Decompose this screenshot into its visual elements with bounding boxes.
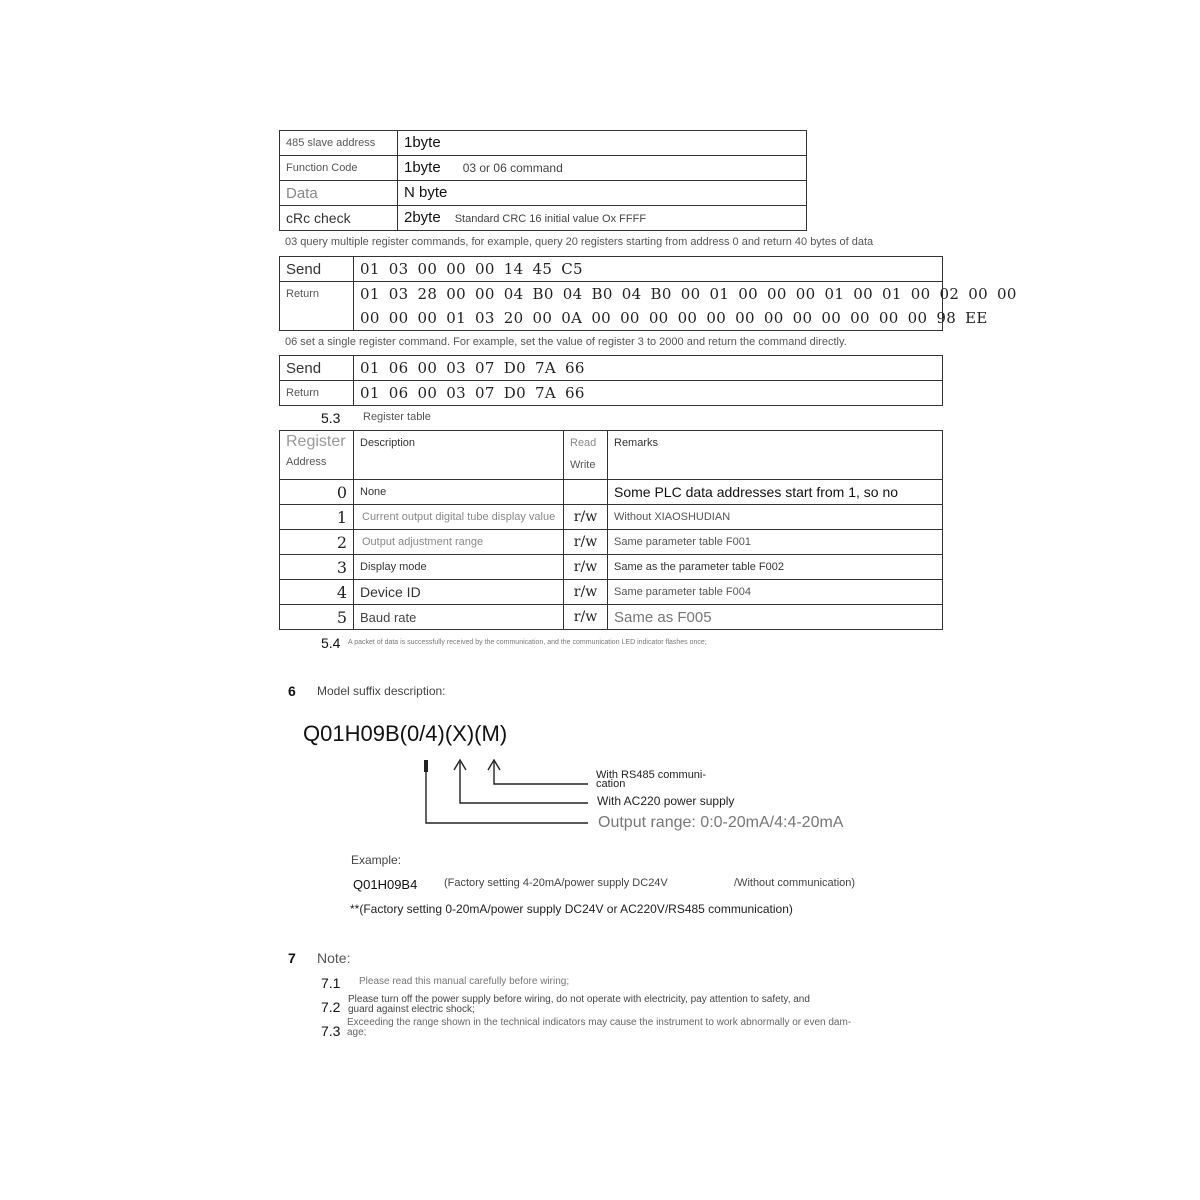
section-number: 6 bbox=[288, 683, 296, 699]
section-number: 5.4 bbox=[321, 635, 341, 651]
comm-arrow-line bbox=[494, 762, 588, 784]
register-description: Baud rate bbox=[354, 605, 564, 630]
register-address: 1 bbox=[280, 505, 354, 530]
header-rw-line1: Read bbox=[570, 437, 597, 449]
register-rw: r/w bbox=[564, 605, 608, 630]
send-value: 01 03 00 00 00 14 45 C5 bbox=[354, 257, 943, 282]
register-remarks: Same parameter table F001 bbox=[608, 530, 943, 555]
register-remarks: Same as the parameter table F002 bbox=[608, 555, 943, 580]
example-note: **(Factory setting 0-20mA/power supply DC24V or AC220V/RS485 communication) bbox=[350, 902, 793, 916]
note-text-line1: Please turn off the power supply before wiring, do not operate with electricity, pay attention to safety, and bbox=[348, 994, 810, 1005]
field-note: 03 or 06 command bbox=[462, 161, 563, 175]
arrow-tick-icon bbox=[424, 760, 428, 772]
comm-label-line2: cation bbox=[596, 778, 626, 790]
send-value: 01 06 00 03 07 D0 7A 66 bbox=[354, 356, 943, 381]
model-code: Q01H09B(0/4)(X)(M) bbox=[303, 721, 508, 746]
header-address-line2: Address bbox=[286, 456, 327, 468]
register-remarks: Without XIAOSHUDIAN bbox=[608, 505, 943, 530]
section-number: 5.3 bbox=[321, 410, 341, 426]
register-description: Current output digital tube display value bbox=[354, 505, 564, 530]
range-label: Output range: 0:0-20mA/4:4-20mA bbox=[598, 814, 844, 831]
field-note: Standard CRC 16 initial value Ox FFFF bbox=[454, 213, 647, 225]
query-caption: 03 query multiple register commands, for example, query 20 registers starting from address 0 and return 40 bytes of data bbox=[285, 236, 874, 248]
comm-label bbox=[596, 771, 706, 789]
field-size: 1byte bbox=[404, 159, 441, 176]
field-name: Data bbox=[280, 181, 398, 206]
section-title: Register table bbox=[363, 411, 431, 423]
range-arrow-line bbox=[426, 762, 588, 823]
power-label: With AC220 power supply bbox=[597, 794, 735, 808]
return-line-2: 00 00 00 01 03 20 00 0A 00 00 00 00 00 00 00 00 00 00 00 00 98 EE bbox=[360, 309, 988, 327]
section-number: 7 bbox=[288, 950, 296, 966]
field-size: N byte bbox=[404, 184, 448, 201]
register-address: 0 bbox=[280, 480, 354, 505]
register-description: Display mode bbox=[354, 555, 564, 580]
register-address: 3 bbox=[280, 555, 354, 580]
note-text: Please read this manual carefully before wiring; bbox=[359, 976, 570, 987]
send-label: Send bbox=[280, 257, 354, 282]
return-label: Return bbox=[280, 282, 354, 331]
field-name: cRc check bbox=[280, 206, 398, 231]
example-description: (Factory setting 4-20mA/power supply DC24V bbox=[444, 877, 668, 889]
note-number: 7.3 bbox=[321, 1023, 341, 1039]
register-description: Device ID bbox=[354, 580, 564, 605]
register-remarks: Same as F005 bbox=[608, 605, 943, 630]
register-address: 5 bbox=[280, 605, 354, 630]
header-address-line1: Register bbox=[286, 433, 346, 450]
note-number: 7.1 bbox=[321, 975, 341, 991]
section-title: Model suffix description: bbox=[317, 684, 446, 698]
register-remarks: Some PLC data addresses start from 1, so no bbox=[608, 480, 943, 505]
register-remarks: Same parameter table F004 bbox=[608, 580, 943, 605]
return-label: Return bbox=[280, 381, 354, 406]
note-text-line1: Exceeding the range shown in the technical indicators may cause the instrument to work abnormally or even dam- bbox=[347, 1017, 852, 1028]
return-value: 01 06 00 03 07 D0 7A 66 bbox=[354, 381, 943, 406]
comm-label-line1: With RS485 communi- bbox=[596, 769, 707, 781]
example-model: Q01H09B4 bbox=[353, 877, 418, 892]
register-rw: r/w bbox=[564, 555, 608, 580]
header-rw-line2: Write bbox=[570, 459, 596, 471]
section-text: A packet of data is successfully received by the communication, and the communication LED indicator flashes once; bbox=[348, 639, 707, 646]
send-label: Send bbox=[280, 356, 354, 381]
power-arrow-line bbox=[460, 762, 588, 803]
register-rw: r/w bbox=[564, 580, 608, 605]
header-remarks: Remarks bbox=[608, 431, 943, 480]
field-size: 1byte bbox=[404, 134, 441, 151]
note-number: 7.2 bbox=[321, 999, 341, 1015]
return-line-1: 01 03 28 00 00 04 B0 04 B0 04 B0 00 01 00 00 00 01 00 01 00 02 00 00 bbox=[360, 285, 1017, 303]
note-text bbox=[347, 1018, 851, 1038]
register-description: None bbox=[354, 480, 564, 505]
register-rw: r/w bbox=[564, 505, 608, 530]
field-size: 2byte bbox=[404, 209, 441, 226]
register-description: Output adjustment range bbox=[354, 530, 564, 555]
note-text-line2: guard against electric shock; bbox=[348, 1004, 475, 1015]
note-text bbox=[348, 995, 810, 1015]
example-label: Example: bbox=[351, 853, 402, 867]
header-description: Description bbox=[354, 431, 564, 480]
example-description-2: /Without communication) bbox=[734, 877, 856, 889]
section-title: Note: bbox=[317, 950, 351, 966]
field-name: 485 slave address bbox=[280, 131, 398, 156]
set-caption: 06 set a single register command. For example, set the value of register 3 to 2000 and return the command directly. bbox=[285, 336, 847, 348]
register-address: 2 bbox=[280, 530, 354, 555]
note-text-line2: age; bbox=[347, 1027, 367, 1038]
register-rw: r/w bbox=[564, 530, 608, 555]
register-address: 4 bbox=[280, 580, 354, 605]
field-name: Function Code bbox=[280, 156, 398, 181]
